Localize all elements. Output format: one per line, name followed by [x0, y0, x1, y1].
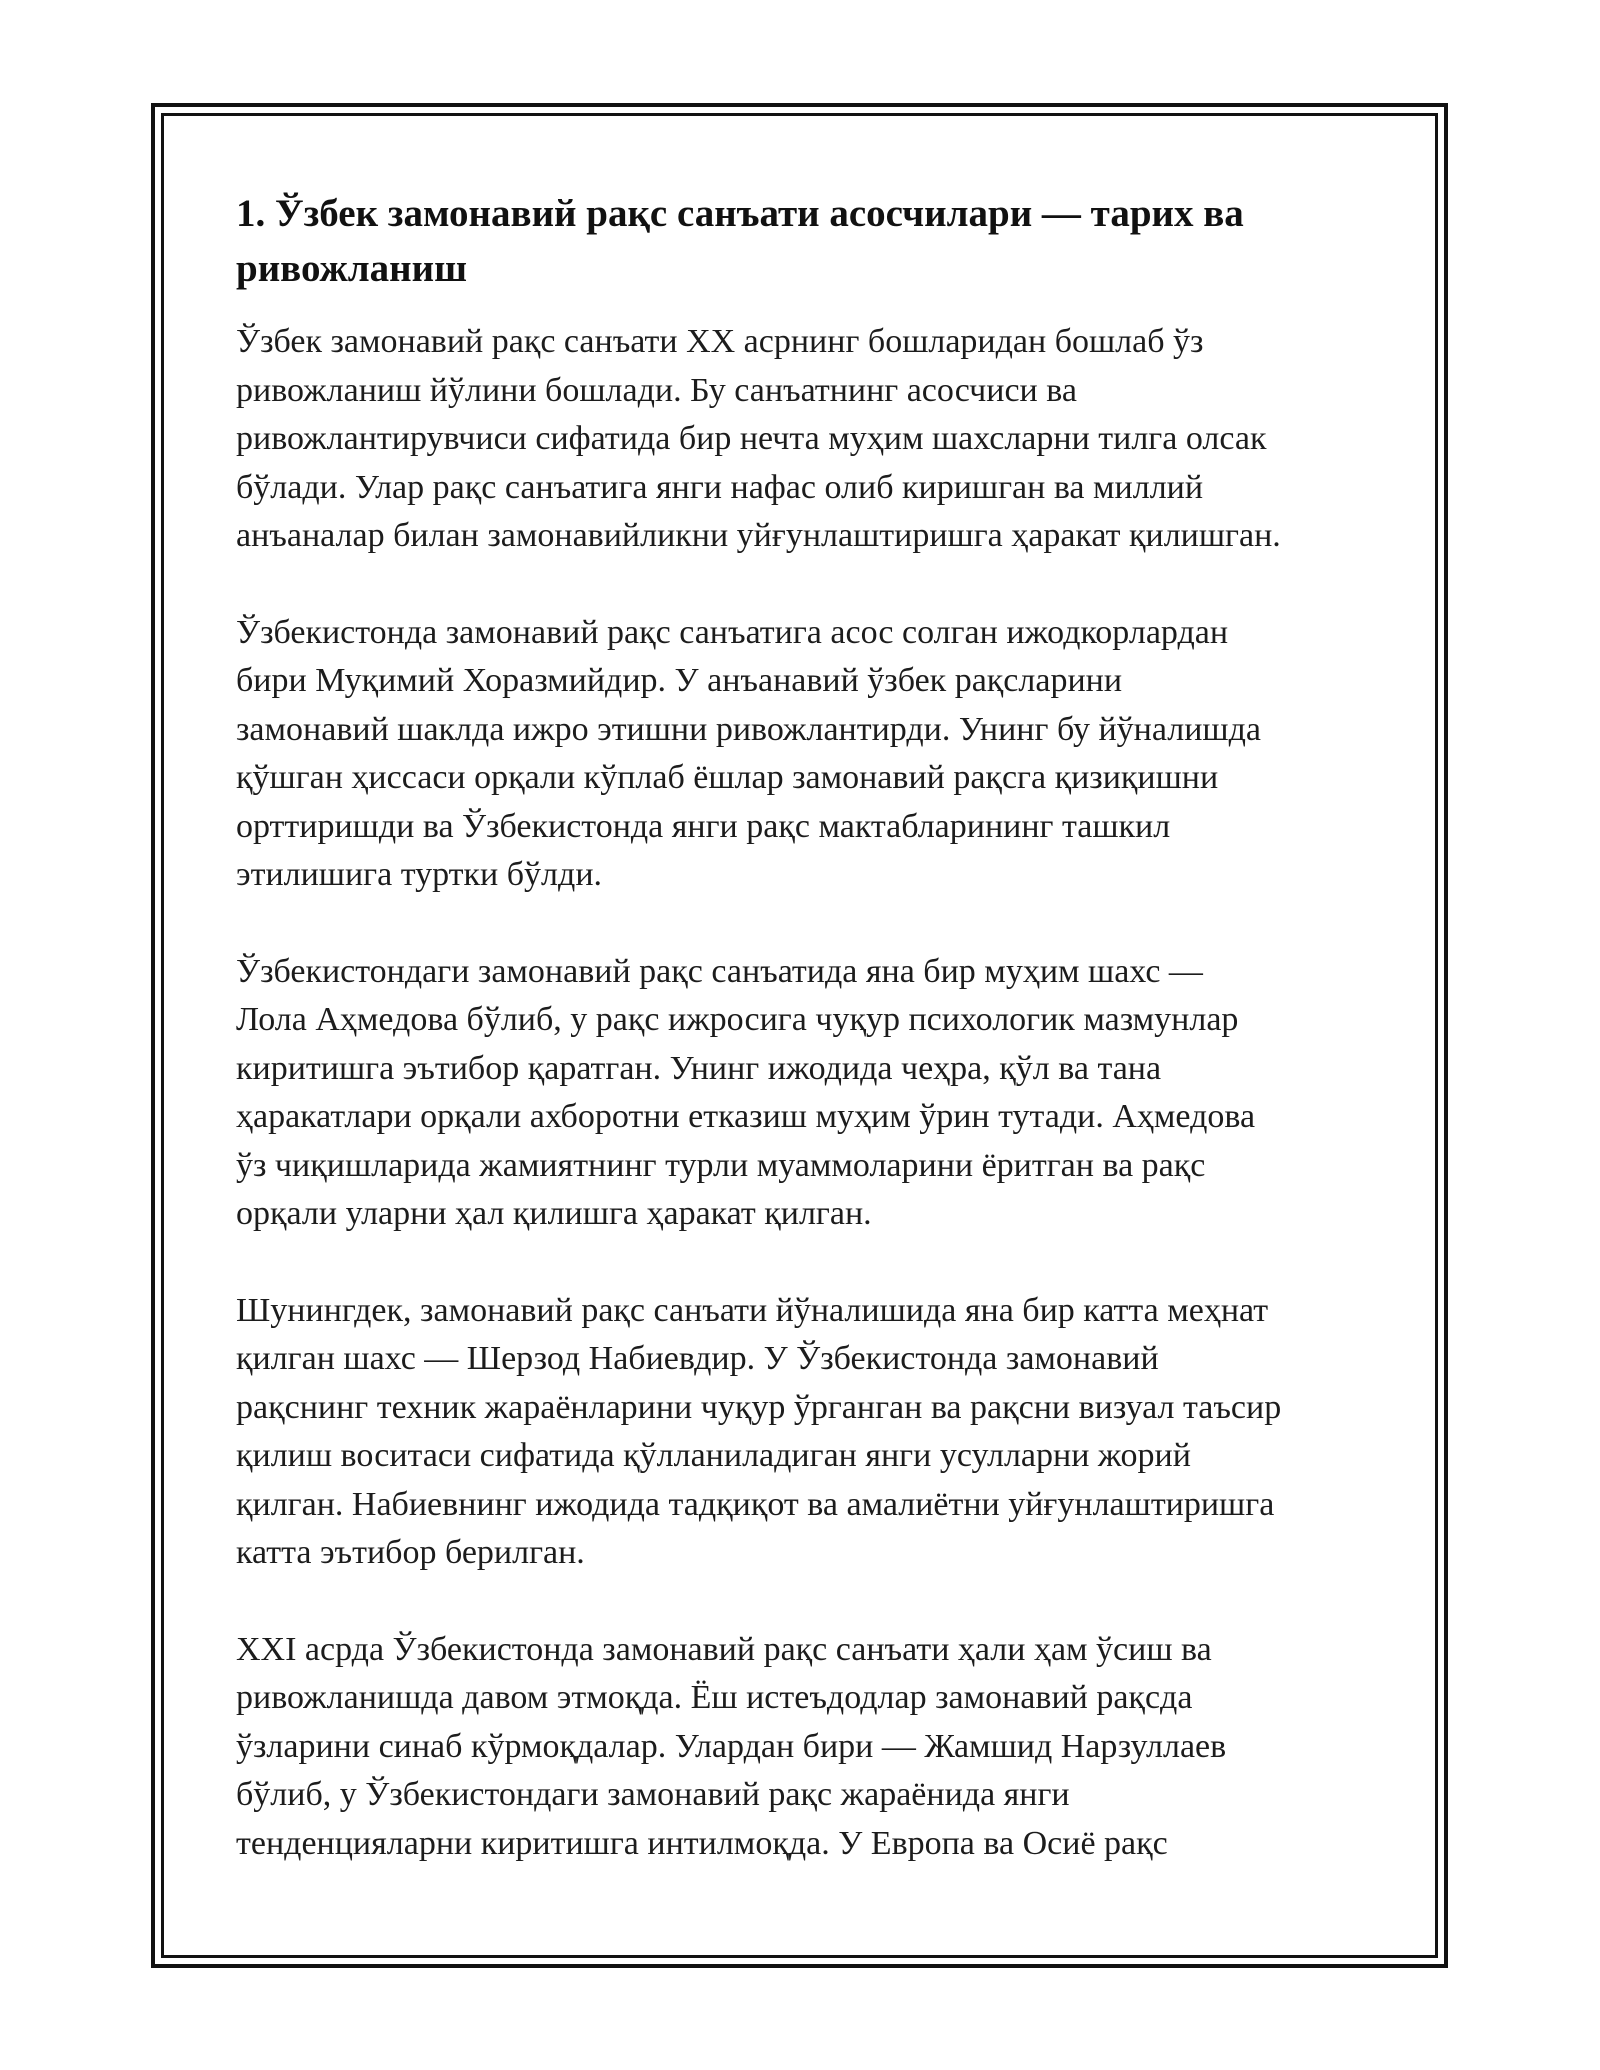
paragraph-3: Ўзбекистондаги замонавий рақс санъатида яна бир муҳим шахс — Лола Аҳмедова бўлиб, у рақс ижросига чуқур психологик мазмунлар киритишга эътибор қаратган. Унинг ижодида чеҳра, қўл ва тана ҳаракатлари орқали ахборотни етказиш муҳим ўрин тутади. Аҳмедова ўз чиқишларида жамиятнинг турли муаммоларини ёритган ва рақс орқали уларни ҳал қилишга ҳаракат қилган.	[236, 952, 1256, 1232]
paragraph-4: Шунингдек, замонавий рақс санъати йўналишида яна бир катта меҳнат қилган шахс — Шерзод Набиевдир. У Ўзбекистонда замонавий рақснинг техник жараёнларини чуқур ўрганган ва рақсни визуал таъсир қилиш воситаси сифатида қўлланиладиган янги усулларни жорий қилган. Набиевнинг ижодида тадқиқот ва амалиётни уйғунлаштиришга катта эътибор берилган.	[236, 1291, 1282, 1571]
paragraph-5: XXI асрда Ўзбекистонда замонавий рақс санъати ҳали ҳам ўсиш ва ривожланишда давом этмоқда. Ёш истеъдодлар замонавий рақсда ўзларини синаб кўрмоқдалар. Улардан бири — Жамшид Нарзуллаев бўлиб, у Ўзбекистондаги замонавий рақс жараёнида янги тенденцияларни киритишга интилмоқда. У Европа ва Осиё рақс	[236, 1630, 1227, 1862]
paragraph-1: Ўзбек замонавий рақс санъати XX асрнинг бошларидан бошлаб ўз ривожланиш йўлини бошлади. Бу санъатнинг асосчиси ва ривожлантирувчиси сифатида бир нечта муҳим шахсларни тилга олсак бўлади. Улар рақс санъатига янги нафас олиб киришган ва миллий анъаналар билан замонавийликни уйғунлаштиришга ҳаракат қилишган.	[236, 323, 1281, 554]
paragraph-2: Ўзбекистонда замонавий рақс санъатига асос солган ижодкорлардан бири Муқимий Хоразмийдир. У анъанавий ўзбек рақсларини замонавий шаклда ижро этишни ривожлантирди. Унинг бу йўналишда қўшган ҳиссаси орқали кўплаб ёшлар замонавий рақсга қизиқишни орттиришди ва Ўзбекистонда янги рақс мактабларининг ташкил этилишига туртки бўлди.	[236, 613, 1261, 893]
document-body	[236, 186, 1376, 1916]
section-heading: 1. Ўзбек замонавий рақс санъати асосчилари — тарих ва ривожланиш	[236, 192, 1244, 290]
